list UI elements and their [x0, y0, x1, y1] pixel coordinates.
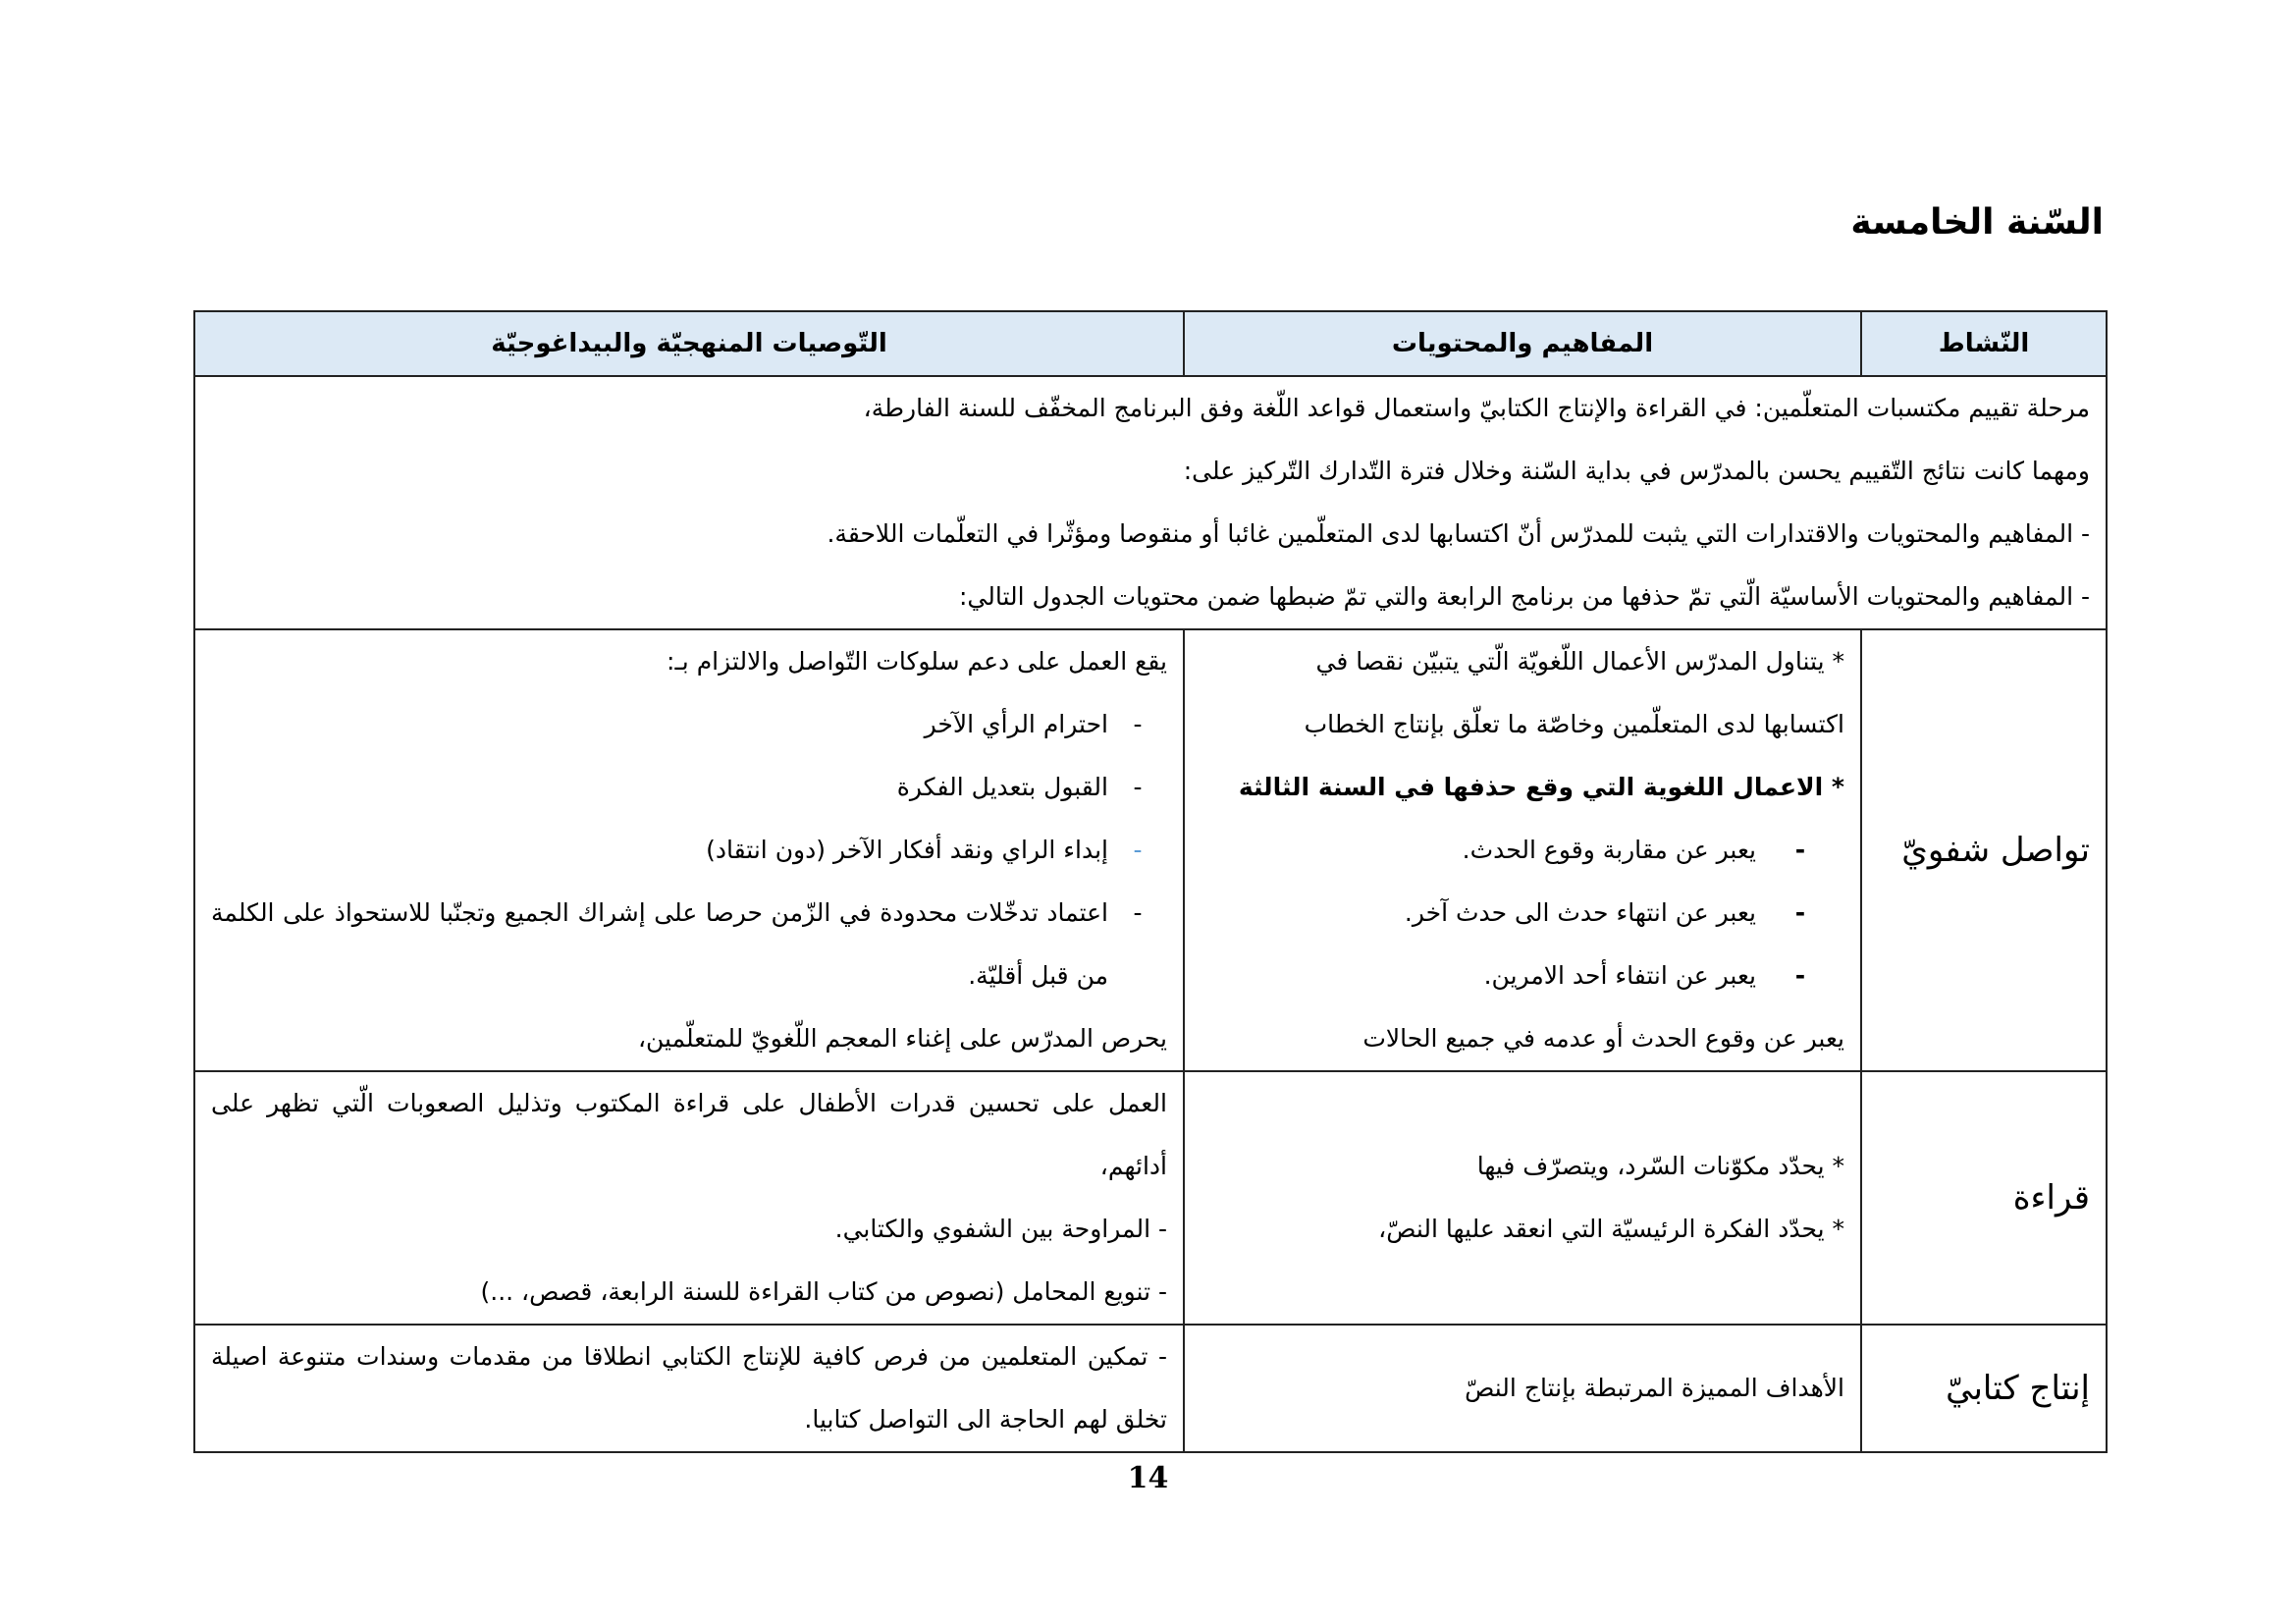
- contents-bold-line: * الاعمال اللغوية التي وقع حذفها في السنة الثالثة: [1238, 773, 1844, 801]
- intro-line: - المفاهيم والمحتويات والاقتدارات التي يثبت للمدرّس أنّ اكتسابها لدى المتعلّمين غائبا أو منقوصا ومؤثّرا في التعلّمات اللاحقة.: [827, 519, 2090, 548]
- page-title: السّنة الخامسة: [1850, 202, 2104, 243]
- table-row-oral: [194, 629, 2107, 1071]
- contents-reading: [1184, 1071, 1861, 1325]
- recommendations-line: - تنويع المحامل (نصوص من كتاب القراءة للسنة الرابعة، قصص، ...): [480, 1277, 1167, 1306]
- list-item-text: يعبر عن مقاربة وقوع الحدث.: [1462, 836, 1756, 864]
- contents-line: * يحدّد مكوّنات السّرد، ويتصرّف فيها: [1476, 1152, 1844, 1180]
- curriculum-table: [193, 310, 2108, 1453]
- contents-line: * يحدّد الفكرة الرئيسيّة التي انعقد عليها النصّ،: [1378, 1215, 1844, 1243]
- dash-marker: -: [1133, 710, 1143, 738]
- list-item-text: يعبر عن انتهاء حدث الى حدث آخر.: [1404, 898, 1756, 927]
- recommendations-line: - تمكين المتعلمين من فرص كافية للإنتاج الكتابي انطلاقا من مقدمات وسندات متنوعة اصيلة تخلق لهم الحاجة الى التواصل كتابيا.: [211, 1342, 1167, 1434]
- recommendations-line: - المراوحة بين الشفوي والكتابي.: [834, 1215, 1167, 1243]
- list-item-text: يعبر عن انتفاء أحد الامرين.: [1483, 961, 1756, 990]
- contents-line: يعبر عن وقوع الحدث أو عدمه في جميع الحالات: [1362, 1024, 1844, 1053]
- activity-reading: قراءة: [1861, 1071, 2107, 1325]
- list-item: [1201, 882, 1844, 945]
- contents-line: * يتناول المدرّس الأعمال اللّغويّة الّتي يتبيّن نقصا في: [1315, 647, 1844, 676]
- recommendations-line: يحرص المدرّس على إغناء المعجم اللّغويّ للمتعلّمين،: [637, 1024, 1167, 1053]
- table-row-reading: [194, 1071, 2107, 1325]
- list-item: [1201, 945, 1844, 1007]
- list-item: [211, 693, 1167, 756]
- list-item: [211, 882, 1167, 1007]
- header-recommendations: التّوصيات المنهجيّة والبيداغوجيّة: [194, 311, 1184, 376]
- contents-writing: الأهداف المميزة المرتبطة بإنتاج النصّ: [1184, 1325, 1861, 1452]
- table-header-row: [194, 311, 2107, 376]
- recommendations-line: العمل على تحسين قدرات الأطفال على قراءة المكتوب وتذليل الصعوبات الّتي تظهر على أدائهم،: [211, 1089, 1167, 1180]
- header-contents: المفاهيم والمحتويات: [1184, 311, 1861, 376]
- list-item: [211, 756, 1167, 819]
- page-number: 14: [1127, 1461, 1169, 1495]
- dash-marker: -: [1133, 836, 1143, 864]
- list-item-text: احترام الرأي الآخر: [924, 710, 1108, 738]
- list-item-text: اعتماد تدخّلات محدودة في الزّمن حرصا على إشراك الجميع وتجنّبا للاستحواذ على الكلمة من قبل أقليّة.: [211, 898, 1108, 990]
- intro-line: - المفاهيم والمحتويات الأساسيّة الّتي تمّ حذفها من برنامج الرابعة والتي تمّ ضبطها ضمن محتويات الجدول التالي:: [959, 582, 2090, 611]
- dash-marker: -: [1794, 898, 1806, 927]
- recommendations-oral: [194, 629, 1184, 1071]
- list-item-text: إبداء الراي ونقد أفكار الآخر (دون انتقاد): [706, 836, 1108, 864]
- intro-cell: [194, 376, 2107, 629]
- dash-marker: -: [1133, 898, 1143, 927]
- table-row-writing: [194, 1325, 2107, 1452]
- activity-writing: إنتاج كتابيّ: [1861, 1325, 2107, 1452]
- intro-line: ومهما كانت نتائج التّقييم يحسن بالمدرّس في بداية السّنة وخلال فترة التّدارك التّركيز على:: [1183, 457, 2090, 485]
- activity-oral: تواصل شفويّ: [1861, 629, 2107, 1071]
- dash-marker: -: [1794, 961, 1806, 990]
- dash-marker: -: [1133, 773, 1143, 801]
- recommendations-line: يقع العمل على دعم سلوكات التّواصل والالتزام بـ:: [667, 647, 1167, 676]
- list-item-text: القبول بتعديل الفكرة: [896, 773, 1108, 801]
- contents-line: اكتسابها لدى المتعلّمين وخاصّة ما تعلّق بإنتاج الخطاب: [1304, 710, 1844, 738]
- recommendations-reading: [194, 1071, 1184, 1325]
- dash-marker: -: [1794, 836, 1806, 864]
- header-activity: النّشاط: [1861, 311, 2107, 376]
- contents-oral: [1184, 629, 1861, 1071]
- list-item: [1201, 819, 1844, 882]
- recommendations-writing: [194, 1325, 1184, 1452]
- list-item: [211, 819, 1167, 882]
- intro-row: [194, 376, 2107, 629]
- intro-line: مرحلة تقييم مكتسبات المتعلّمين: في القراءة والإنتاج الكتابيّ واستعمال قواعد اللّغة وفق البرنامج المخفّف للسنة الفارطة،: [863, 394, 2090, 422]
